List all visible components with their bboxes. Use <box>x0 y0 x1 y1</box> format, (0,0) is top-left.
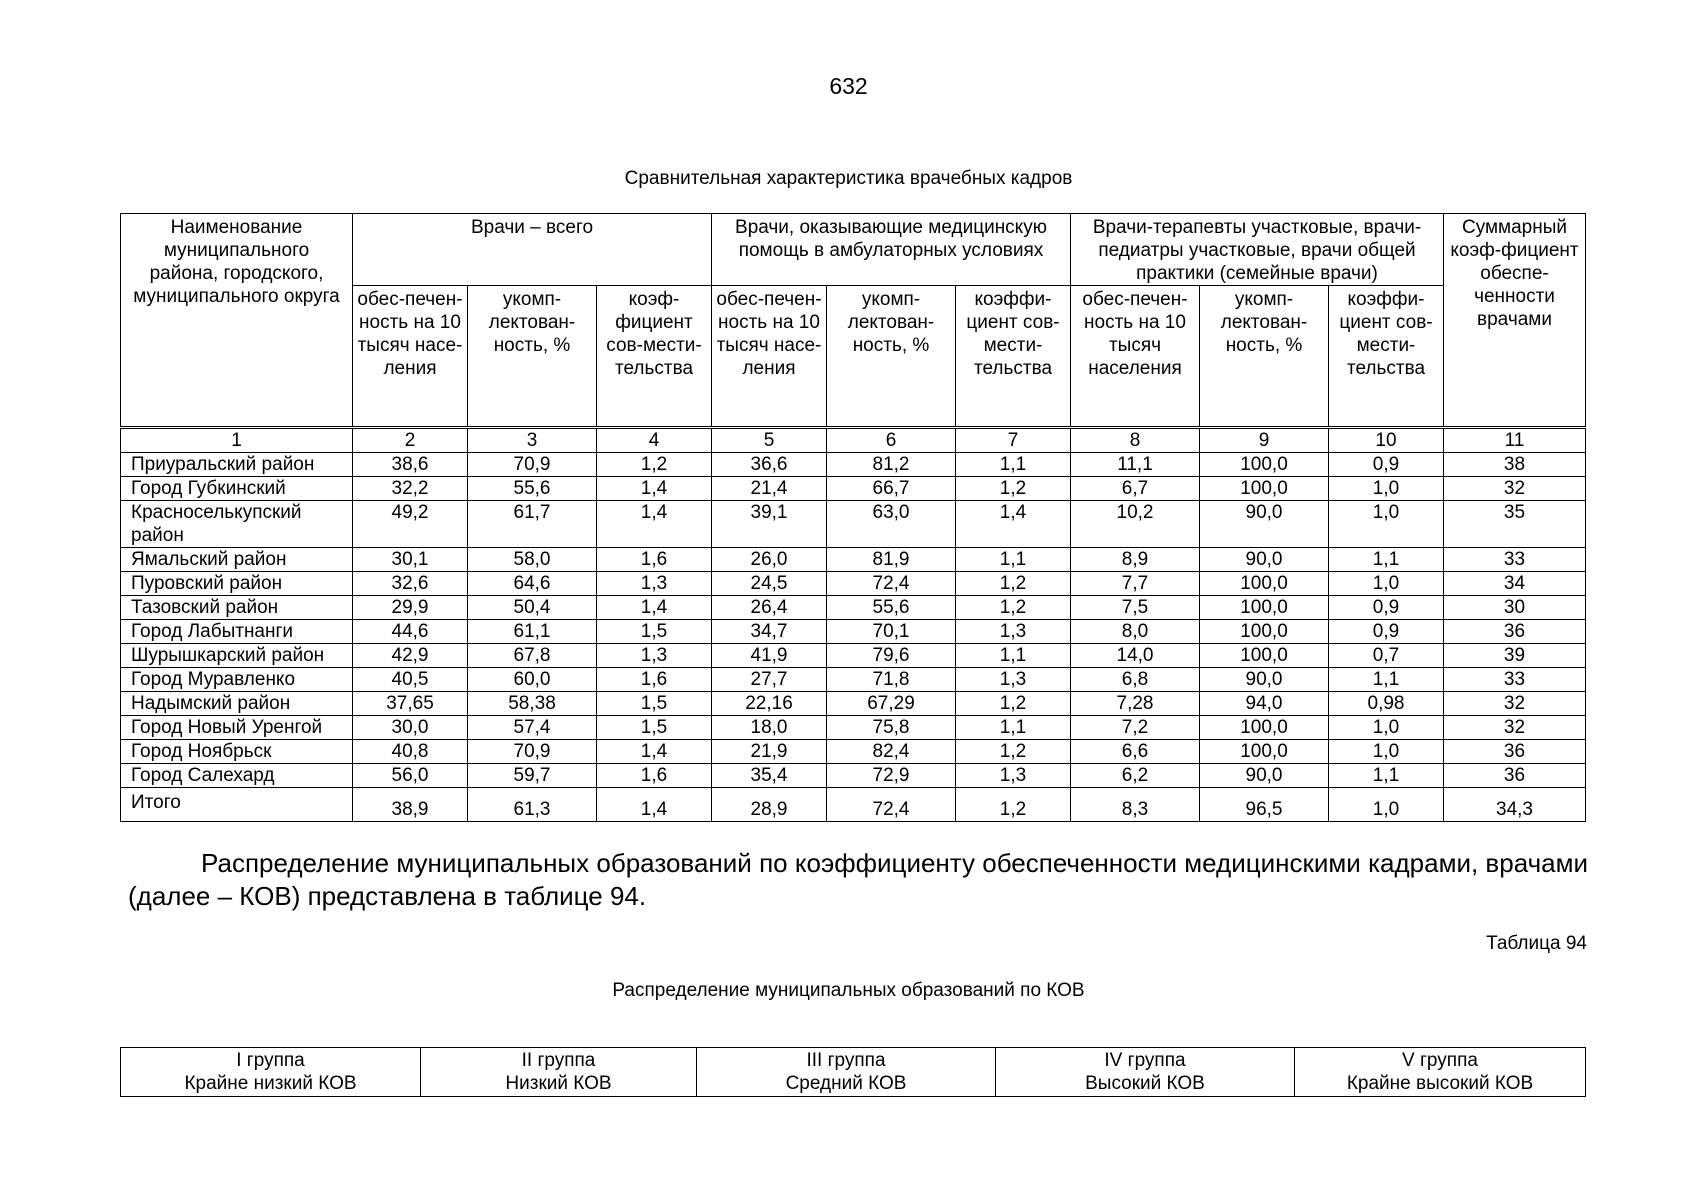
value-cell: 79,6 <box>827 644 956 668</box>
value-cell: 1,0 <box>1329 572 1444 596</box>
municipality-name: Пуровский район <box>121 572 353 596</box>
value-cell: 30 <box>1444 596 1586 620</box>
value-cell: 1,3 <box>956 668 1071 692</box>
table-row <box>121 716 1586 740</box>
value-cell: 1,1 <box>956 644 1071 668</box>
value-cell: 39 <box>1444 644 1586 668</box>
value-cell: 70,1 <box>827 620 956 644</box>
page-number: 632 <box>829 73 868 99</box>
value-cell: 42,9 <box>353 644 468 668</box>
value-cell: 30,0 <box>353 716 468 740</box>
municipality-name: Город Новый Уренгой <box>121 716 353 740</box>
value-cell: 0,9 <box>1329 596 1444 620</box>
column-number: 2 <box>353 428 468 453</box>
municipality-name: Город Губкинский <box>121 477 353 501</box>
value-cell: 34,7 <box>712 620 827 644</box>
group-number: III группа <box>806 1050 886 1071</box>
value-cell: 32 <box>1444 692 1586 716</box>
table-row <box>121 620 1586 644</box>
value-cell: 7,28 <box>1071 692 1200 716</box>
value-cell: 61,7 <box>468 501 597 548</box>
value-cell: 58,0 <box>468 548 597 572</box>
value-cell: 38 <box>1444 453 1586 477</box>
value-cell: 1,2 <box>956 477 1071 501</box>
value-cell: 32 <box>1444 716 1586 740</box>
municipality-name: Город Ноябрьск <box>121 740 353 764</box>
municipality-name: Город Лабытнанги <box>121 620 353 644</box>
group-level: Высокий КОВ <box>1085 1073 1205 1094</box>
value-cell: 60,0 <box>468 668 597 692</box>
value-cell: 1,3 <box>956 764 1071 788</box>
value-cell: 36 <box>1444 740 1586 764</box>
value-cell: 90,0 <box>1200 668 1329 692</box>
table-row <box>121 548 1586 572</box>
table-row <box>121 596 1586 620</box>
value-cell: 1,1 <box>1329 548 1444 572</box>
value-cell: 1,0 <box>1329 788 1444 822</box>
value-cell: 1,6 <box>597 548 712 572</box>
value-cell: 71,8 <box>827 668 956 692</box>
municipality-name: Шурышкарский район <box>121 644 353 668</box>
value-cell: 36 <box>1444 764 1586 788</box>
value-cell: 32,6 <box>353 572 468 596</box>
value-cell: 1,0 <box>1329 740 1444 764</box>
value-cell: 1,1 <box>1329 668 1444 692</box>
body-paragraph: Распределение муниципальных образований по коэффициенту обеспеченности медицинскими кадрами, врачами (далее – КОВ) представлена в таблице 94. <box>128 848 1588 911</box>
value-cell: 72,4 <box>827 572 956 596</box>
value-cell: 100,0 <box>1200 644 1329 668</box>
value-cell: 38,9 <box>353 788 468 822</box>
column-number: 10 <box>1329 428 1444 453</box>
value-cell: 40,5 <box>353 668 468 692</box>
value-cell: 44,6 <box>353 620 468 644</box>
value-cell: 1,3 <box>956 620 1071 644</box>
value-cell: 26,0 <box>712 548 827 572</box>
value-cell: 57,4 <box>468 716 597 740</box>
group-level: Низкий КОВ <box>505 1073 612 1094</box>
value-cell: 34,3 <box>1444 788 1586 822</box>
value-cell: 1,2 <box>956 692 1071 716</box>
column-number: 6 <box>827 428 956 453</box>
value-cell: 11,1 <box>1071 453 1200 477</box>
value-cell: 61,1 <box>468 620 597 644</box>
column-number: 9 <box>1200 428 1329 453</box>
group-level: Крайне высокий КОВ <box>1346 1073 1534 1094</box>
group-level: Крайне низкий КОВ <box>184 1073 357 1094</box>
subheader: коэффи-циент сов-мести-тельства <box>956 286 1071 428</box>
value-cell: 7,2 <box>1071 716 1200 740</box>
value-cell: 1,2 <box>956 740 1071 764</box>
value-cell: 72,9 <box>827 764 956 788</box>
column-number: 4 <box>597 428 712 453</box>
column-number-row <box>121 428 1586 453</box>
value-cell: 1,2 <box>597 453 712 477</box>
total-row <box>121 788 1586 822</box>
value-cell: 64,6 <box>468 572 597 596</box>
value-cell: 1,1 <box>956 548 1071 572</box>
table-row <box>121 740 1586 764</box>
header-name: Наименование муниципального района, городского, муниципального округа <box>121 214 353 428</box>
header-total-coef: Суммарный коэф-фициент обеспе-ченности врачами <box>1444 214 1586 428</box>
value-cell: 70,9 <box>468 453 597 477</box>
municipality-name: Ямальский район <box>121 548 353 572</box>
table-row <box>121 477 1586 501</box>
column-number: 11 <box>1444 428 1586 453</box>
value-cell: 90,0 <box>1200 501 1329 548</box>
value-cell: 58,38 <box>468 692 597 716</box>
group-number: IV группа <box>1104 1050 1186 1071</box>
column-number: 5 <box>712 428 827 453</box>
value-cell: 1,4 <box>597 788 712 822</box>
table-label: Таблица 94 <box>1486 933 1587 954</box>
value-cell: 1,6 <box>597 764 712 788</box>
value-cell: 41,9 <box>712 644 827 668</box>
value-cell: 1,5 <box>597 716 712 740</box>
subheader: укомп-лектован-ность, % <box>1200 286 1329 428</box>
value-cell: 100,0 <box>1200 740 1329 764</box>
group-cell <box>697 1048 996 1097</box>
value-cell: 37,65 <box>353 692 468 716</box>
value-cell: 1,2 <box>956 788 1071 822</box>
value-cell: 100,0 <box>1200 596 1329 620</box>
value-cell: 1,1 <box>956 716 1071 740</box>
value-cell: 1,4 <box>597 740 712 764</box>
value-cell: 50,4 <box>468 596 597 620</box>
value-cell: 81,2 <box>827 453 956 477</box>
group-level: Средний КОВ <box>785 1073 907 1094</box>
value-cell: 18,0 <box>712 716 827 740</box>
value-cell: 72,4 <box>827 788 956 822</box>
value-cell: 8,0 <box>1071 620 1200 644</box>
subheader: обес-печен-ность на 10 тысяч насе-ления <box>353 286 468 428</box>
value-cell: 1,6 <box>597 668 712 692</box>
table-row <box>121 668 1586 692</box>
subheader: коэффи-циент сов-мести-тельства <box>1329 286 1444 428</box>
value-cell: 10,2 <box>1071 501 1200 548</box>
value-cell: 33 <box>1444 668 1586 692</box>
value-cell: 1,4 <box>956 501 1071 548</box>
group-cell <box>121 1048 421 1097</box>
value-cell: 90,0 <box>1200 764 1329 788</box>
table-row <box>121 501 1586 548</box>
subheader: обес-печен-ность на 10 тысяч населения <box>1071 286 1200 428</box>
value-cell: 100,0 <box>1200 453 1329 477</box>
value-cell: 26,4 <box>712 596 827 620</box>
value-cell: 55,6 <box>468 477 597 501</box>
value-cell: 0,98 <box>1329 692 1444 716</box>
municipality-name: Итого <box>121 788 353 822</box>
value-cell: 21,4 <box>712 477 827 501</box>
value-cell: 8,3 <box>1071 788 1200 822</box>
value-cell: 36,6 <box>712 453 827 477</box>
value-cell: 28,9 <box>712 788 827 822</box>
value-cell: 32 <box>1444 477 1586 501</box>
value-cell: 56,0 <box>353 764 468 788</box>
value-cell: 1,2 <box>956 596 1071 620</box>
column-number: 1 <box>121 428 353 453</box>
municipality-name: Приуральский район <box>121 453 353 477</box>
value-cell: 33 <box>1444 548 1586 572</box>
value-cell: 6,2 <box>1071 764 1200 788</box>
value-cell: 67,29 <box>827 692 956 716</box>
value-cell: 29,9 <box>353 596 468 620</box>
value-cell: 38,6 <box>353 453 468 477</box>
value-cell: 21,9 <box>712 740 827 764</box>
value-cell: 96,5 <box>1200 788 1329 822</box>
group-number: II группа <box>521 1050 596 1071</box>
header-group-district: Врачи-терапевты участковые, врачи-педиатры участковые, врачи общей практики (семейные врачи) <box>1071 214 1444 286</box>
table-row <box>121 764 1586 788</box>
table-row <box>121 692 1586 716</box>
value-cell: 36 <box>1444 620 1586 644</box>
value-cell: 100,0 <box>1200 477 1329 501</box>
value-cell: 1,0 <box>1329 477 1444 501</box>
subheader: укомп-лектован-ность, % <box>468 286 597 428</box>
value-cell: 1,4 <box>597 477 712 501</box>
value-cell: 49,2 <box>353 501 468 548</box>
subheader: коэф-фициент сов-мести-тельства <box>597 286 712 428</box>
value-cell: 22,16 <box>712 692 827 716</box>
group-cell <box>421 1048 697 1097</box>
value-cell: 39,1 <box>712 501 827 548</box>
value-cell: 30,1 <box>353 548 468 572</box>
municipality-name: Красноселькупский район <box>121 501 353 548</box>
table-row <box>121 644 1586 668</box>
value-cell: 70,9 <box>468 740 597 764</box>
doctors-comparison-table <box>120 213 1586 822</box>
kov-groups-table <box>120 1047 1586 1097</box>
value-cell: 1,1 <box>956 453 1071 477</box>
value-cell: 81,9 <box>827 548 956 572</box>
value-cell: 55,6 <box>827 596 956 620</box>
subheader: обес-печен-ность на 10 тысяч насе-ления <box>712 286 827 428</box>
group-number: I группа <box>236 1050 305 1071</box>
value-cell: 1,0 <box>1329 716 1444 740</box>
value-cell: 66,7 <box>827 477 956 501</box>
column-number: 8 <box>1071 428 1200 453</box>
value-cell: 7,7 <box>1071 572 1200 596</box>
value-cell: 94,0 <box>1200 692 1329 716</box>
value-cell: 100,0 <box>1200 716 1329 740</box>
value-cell: 27,7 <box>712 668 827 692</box>
municipality-name: Надымский район <box>121 692 353 716</box>
value-cell: 1,0 <box>1329 501 1444 548</box>
value-cell: 35 <box>1444 501 1586 548</box>
header-group-ambulatory: Врачи, оказывающие медицинскую помощь в амбулаторных условиях <box>712 214 1071 286</box>
value-cell: 40,8 <box>353 740 468 764</box>
value-cell: 7,5 <box>1071 596 1200 620</box>
value-cell: 100,0 <box>1200 572 1329 596</box>
value-cell: 1,1 <box>1329 764 1444 788</box>
value-cell: 24,5 <box>712 572 827 596</box>
municipality-name: Тазовский район <box>121 596 353 620</box>
value-cell: 61,3 <box>468 788 597 822</box>
value-cell: 0,7 <box>1329 644 1444 668</box>
table-row <box>121 572 1586 596</box>
value-cell: 1,3 <box>597 644 712 668</box>
value-cell: 82,4 <box>827 740 956 764</box>
table-row <box>121 453 1586 477</box>
value-cell: 6,7 <box>1071 477 1200 501</box>
value-cell: 1,3 <box>597 572 712 596</box>
value-cell: 8,9 <box>1071 548 1200 572</box>
value-cell: 32,2 <box>353 477 468 501</box>
column-number: 7 <box>956 428 1071 453</box>
table-caption-94: Распределение муниципальных образований по КОВ <box>612 980 1085 1001</box>
value-cell: 75,8 <box>827 716 956 740</box>
value-cell: 100,0 <box>1200 620 1329 644</box>
column-number: 3 <box>468 428 597 453</box>
value-cell: 14,0 <box>1071 644 1200 668</box>
header-group-all: Врачи – всего <box>353 214 712 286</box>
value-cell: 59,7 <box>468 764 597 788</box>
value-cell: 35,4 <box>712 764 827 788</box>
value-cell: 0,9 <box>1329 620 1444 644</box>
table-caption: Сравнительная характеристика врачебных кадров <box>624 168 1073 189</box>
group-cell <box>1295 1048 1586 1097</box>
municipality-name: Город Салехард <box>121 764 353 788</box>
value-cell: 0,9 <box>1329 453 1444 477</box>
value-cell: 1,4 <box>597 596 712 620</box>
value-cell: 1,4 <box>597 501 712 548</box>
value-cell: 67,8 <box>468 644 597 668</box>
group-number: V группа <box>1402 1050 1478 1071</box>
value-cell: 90,0 <box>1200 548 1329 572</box>
municipality-name: Город Муравленко <box>121 668 353 692</box>
value-cell: 1,5 <box>597 692 712 716</box>
value-cell: 63,0 <box>827 501 956 548</box>
group-cell <box>996 1048 1295 1097</box>
value-cell: 34 <box>1444 572 1586 596</box>
value-cell: 1,2 <box>956 572 1071 596</box>
value-cell: 6,8 <box>1071 668 1200 692</box>
subheader: укомп-лектован-ность, % <box>827 286 956 428</box>
value-cell: 1,5 <box>597 620 712 644</box>
value-cell: 6,6 <box>1071 740 1200 764</box>
